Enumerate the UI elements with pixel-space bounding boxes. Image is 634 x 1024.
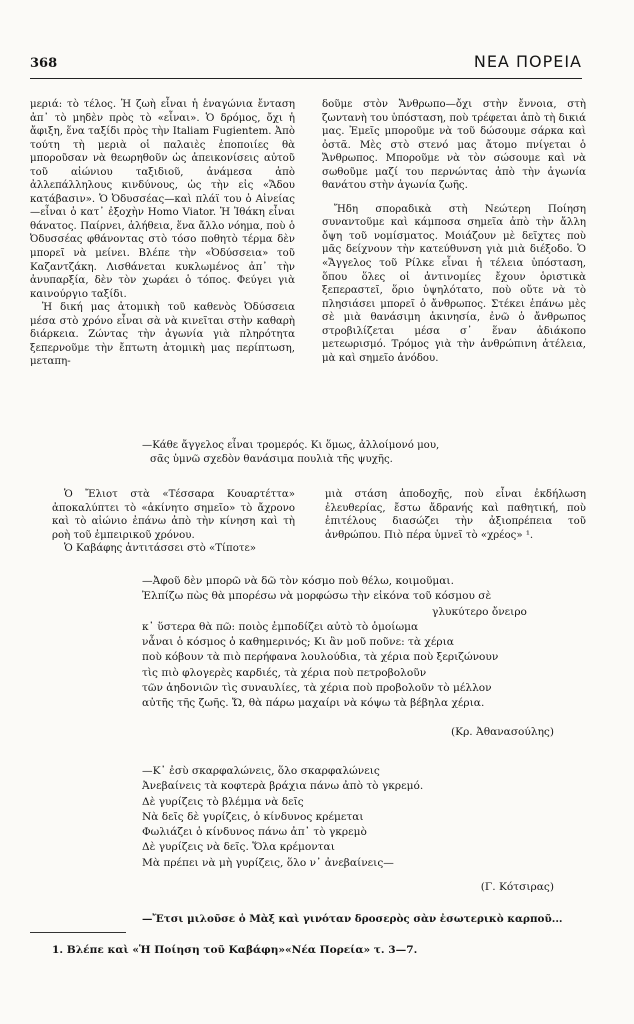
poem-author: (Γ. Κότσιρας) — [480, 881, 554, 893]
poem-line: Δὲ γυρίζεις νὰ δεῖς. Ὅλα κρέμονται — [142, 841, 335, 854]
header-rule — [30, 78, 582, 79]
closing-line: —Ἔτσι μιλοῦσε ὁ Μὰξ καὶ γινόταν δροσερὸς σὰν ἐσωτερικὸ καρποῦ... — [142, 913, 563, 925]
poem-line: Μὰ πρέπει νὰ μὴ γυρίζεις, ὅλο ν᾿ ἀνεβαίνεις— — [142, 856, 394, 869]
poem-author: (Κρ. Ἀθανασούλης) — [451, 726, 554, 738]
poem-line: —Ἀφοῦ δὲν μπορῶ νὰ δῶ τὸν κόσμο ποὺ θέλω, κοιμοῦμαι. — [142, 575, 454, 587]
poem-line: Ἐλπίζω πὼς θὰ μπορέσω νὰ μορφώσω τὴν εἰκόνα τοῦ κόσμου σὲ — [142, 590, 492, 603]
poem-line: γλυκύτερο ὄνειρο — [432, 605, 527, 618]
quote-line: σᾶς ὑμνῶ σχεδὸν θανάσιμα πουλιὰ τῆς ψυχῆς. — [150, 453, 393, 465]
paragraph: Ἡ δική μας ἀτομικὴ τοῦ καθενὸς Ὀδύσσεια μέσα στὸ χρόνο εἶναι σὰ νὰ κινεῖται στὴν καθαρὴ διάρκεια. Ζώντας τὴν ἀγωνία γιὰ πληρότητα ξεπερνοῦμε τὴν ἔπτωτη ἀτομικὴ μας περίπτωση, μεταπη- — [30, 302, 295, 368]
poem-line: τῶν ἀηδονιῶν τὶς συναυλίες, τὰ χέρια ποὺ προβολοῦν τὸ μέλλον — [142, 682, 492, 695]
footnote: 1. Βλέπε καὶ «Ἡ Ποίηση τοῦ Καβάφη»«Νέα Πορεία» τ. 3—7. — [52, 944, 418, 956]
poem-line: Δὲ γυρίζεις τὸ βλέμμα νὰ δεῖς — [142, 795, 304, 808]
left-column-mid — [52, 488, 295, 556]
right-column-top — [322, 98, 586, 365]
footnote-rule — [30, 932, 126, 933]
right-column-mid — [325, 488, 586, 542]
paragraph: Ἤδη σποραδικὰ στὴ Νεώτερη Ποίηση συναντοῦμε καὶ κάμποσα σημεῖα ἀπὸ τὴν ἄλλη ὄψη τοῦ νομίσματος. Μοιάζουν μὲ δεῖχτες ποὺ μᾶς δείχνουν τὴν κατεύθυνση γιὰ μιὰ διέξοδο. Ὁ «Ἄγγελος τοῦ Ρίλκε εἶναι ἡ τέλεια ὑπόσταση, ὅπου ὅλες οἱ ἀντινομίες ἔχουν ὁριστικὰ ξεπεραστεῖ, ὅριο ὑψηλότατο, ποὺ οὔτε νὰ τὸ πλησιάσει μπορεῖ ὁ ἄνθρωπος. Στέκει ἐπάνω μὲς σὲ μιὰ θανάσιμη ἀκινησία, ἐνῶ ὁ ἄνθρωπος στροβιλίζεται μέσα σ᾿ ἕναν ἀδιάκοπο μετεωρισμό. Τρόμος γιὰ τὴν ἀνθρώπινη ἀτέλεια, μὰ καὶ σημεῖο ἀνόδου. — [322, 203, 586, 364]
poem-line: ποὺ κόβουν τὰ πιὸ περήφανα λουλούδια, τὰ χέρια ποὺ ξεριζώνουν — [142, 651, 499, 664]
poem-athanasoulis — [142, 574, 554, 754]
poem-line: νἆναι ὁ κόσμος ὁ καθημερινός; Κι ἂν μοῦ ποῦνε: τὰ χέρια — [142, 636, 454, 649]
running-title: ΝΕΑ ΠΟΡΕΙΑ — [473, 52, 582, 71]
paragraph: Ὁ Καβάφης ἀντιτάσσει στὸ «Τίποτε» — [64, 543, 257, 555]
quote-line: —Κάθε ἄγγελος εἶναι τρομερός. Κι ὅμως, ἀλλοίμονό μου, — [142, 440, 440, 451]
poem-line: Νὰ δεῖς δὲ γυρίζεις, ὁ κίνδυνος κρέμεται — [142, 810, 364, 823]
rilke-quote — [142, 439, 439, 466]
poem-line: —Κ᾿ ἐσὺ σκαρφαλώνεις, ὅλο σκαρφαλώνεις — [142, 765, 380, 777]
poem-line: αὐτῆς τῆς ζωῆς. Ὤ, θὰ πάρω μαχαίρι νὰ κόψω τὰ βέβηλα χέρια. — [142, 697, 485, 710]
left-column-top — [30, 98, 295, 369]
poem-line: Ἀνεβαίνεις τὰ κοφτερὰ βράχια πάνω ἀπὸ τὸ γκρεμό. — [142, 780, 424, 793]
poem-kotsiras — [142, 764, 554, 904]
paragraph: Ὁ Ἔλιοτ στὰ «Τέσσαρα Κουαρτέττα» ἀποκαλύπτει τὸ «ἀκίνητο σημεῖο» τὸ ἄχρονο καὶ τὸ αἰώνιο ἐπάνω ἀπὸ τὴν κίνηση καὶ τὴ ροὴ τοῦ ἐμπειρικοῦ χρόνου. — [52, 489, 295, 541]
paragraph: δοῦμε στὸν Ἄνθρωπο—ὄχι στὴν ἔννοια, στὴ ζωντανὴ του ὑπόσταση, ποὺ τρέφεται ἀπὸ τὴ δικιά μας. Ἐμεῖς μποροῦμε νὰ τοῦ δώσουμε σάρκα καὶ ὀστᾶ. Μὲς στὸ στενό μας ἄτομο πνίγεται ὁ Ἄνθρωπος. Μποροῦμε νὰ τὸν σώσουμε καὶ νὰ σωθοῦμε μαζί του περνώντας ἀπὸ τὴν ἀγωνία θανάτου στὴν ἀγωνία ζωῆς. — [322, 99, 586, 192]
paragraph: μιὰ στάση ἀποδοχῆς, ποὺ εἶναι ἐκδήλωση ἐλευθερίας, ἔστω ἄδρανής καὶ παθητική, ποὺ ἐπιτέλους διασώζει τὴν ἀξιοπρέπεια τοῦ ἀνθρώπου. Πιὸ πέρα ὑμνεῖ τὸ «χρέος» ¹. — [325, 489, 586, 541]
poem-line: Φωλιάζει ὁ κίνδυνος πάνω ἀπ᾿ τὸ γκρεμὸ — [142, 826, 367, 839]
paragraph: μεριά: τὸ τέλος. Ἡ ζωὴ εἶναι ἡ ἐναγώνια ἔνταση ἀπ᾿ τὸ μηδὲν πρὸς τὸ «εἶναι». Ὁ δρόμος, ὄχι ἡ ἄφιξη, ἕνα ταξίδι πρὸς τὴν Italiam Fugientem. Ἀπὸ τούτη τὴ μεριὰ οἱ παλαιὲς ἐποποιίες θὰ μποροῦσαν νὰ θεωρηθοῦν ὡς ἀπεικονίσεις αὐτοῦ τοῦ αἰώνιου ταξιδιοῦ, ἀνάμεσα ἀπὸ ἀλλεπάλληλους κινδύνους, ὡς τὴν εἰς «Ἄδου κατάβασιν». Ὁ Ὀδυσσέας—καὶ πλάϊ του ὁ Αἰνείας—εἶναι ὁ κατ᾿ ἐξοχὴν Homo Viator. Ἡ Ἰθάκη εἶναι θάνατος. Παίρνει, ἀλήθεια, ἕνα ἄλλο νόημα, ποὺ ὁ Ὀδυσσέας φθάνοντας στὸ τόσο ποθητὸ τέρμα δὲν μπορεῖ νὰ μείνει. Βλέπε τὴν «Ὀδύσσεια» τοῦ Καζαντζάκη. Λισθάνεται κυκλωμένος ἀπ᾿ τὴν ἀνυπαρξία, δὲν τὸν χωράει ὁ τόπος. Φεύγει γιὰ καινούργιο ταξίδι. — [30, 99, 295, 300]
poem-line: τὶς πιὸ φλογερὲς καρδιές, τὰ χέρια ποὺ πετροβολοῦν — [142, 666, 427, 679]
poem-line: κ᾿ ὕστερα θὰ πῶ: ποιὸς ἐμποδίζει αὐτὸ τὸ ὁμοίωμα — [142, 620, 419, 633]
page-number: 368 — [30, 56, 58, 71]
